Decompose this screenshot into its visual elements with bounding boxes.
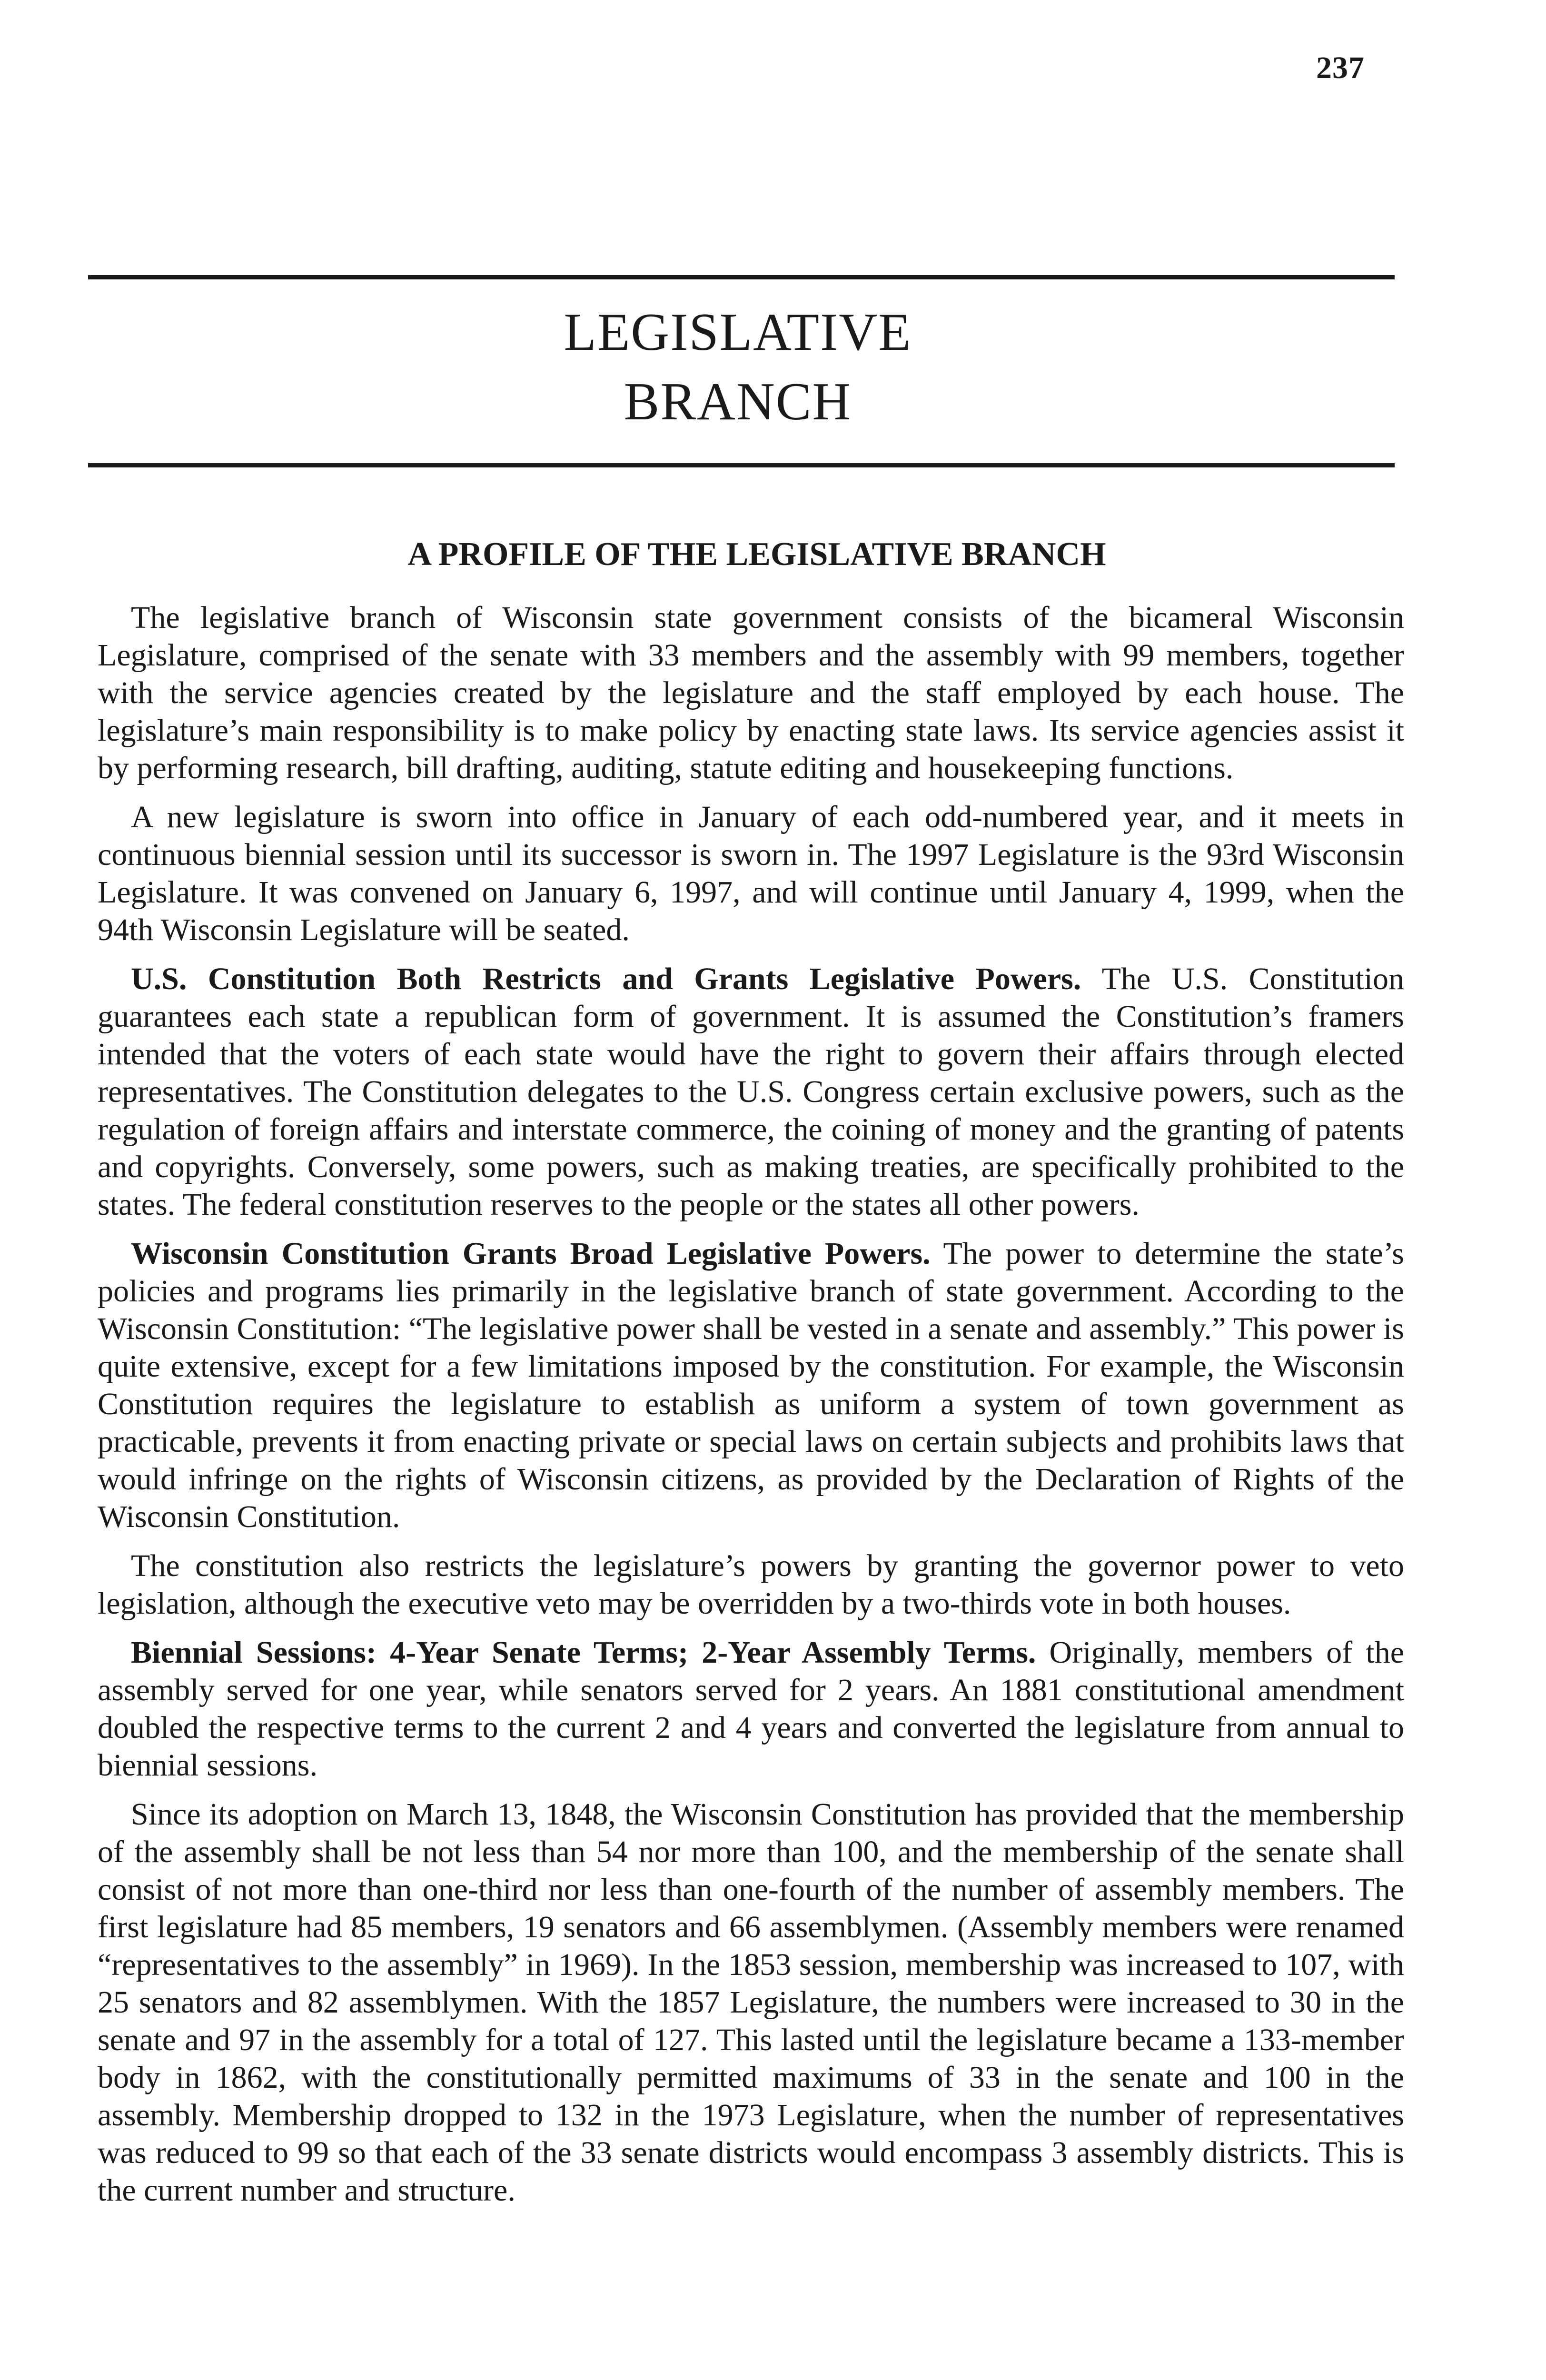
paragraph	[98, 1235, 1404, 1536]
paragraph-text: The constitution also restricts the legislature’s powers by granting the governor power to veto legislation, although the executive veto may be overridden by a two-thirds vote in both houses.	[98, 1548, 1404, 1621]
paragraph-run-in-heading: Biennial Sessions: 4-Year Senate Terms; 2-Year Assembly Terms.	[131, 1635, 1036, 1670]
paragraph-text: The U.S. Constitution guarantees each state a republican form of government. It is assumed the Constitution’s framers intended that the voters of each state would have the right to govern their affairs through elected representatives. The Constitution delegates to the U.S. Congress certain exclusive powers, such as the regulation of foreign affairs and interstate commerce, the coining of money and the granting of patents and copyrights. Conversely, some powers, such as making treaties, are specifically prohibited to the states. The federal constitution reserves to the people or the states all other powers.	[98, 962, 1404, 1222]
body-text	[98, 599, 1404, 2221]
paragraph-text: A new legislature is sworn into office in January of each odd-numbered year, and it meets in continuous biennial session until its successor is sworn in. The 1997 Legislature is the 93rd Wisconsin Legislature. It was convened on January 6, 1997, and will continue until January 4, 1999, when the 94th Wisconsin Legislature will be seated.	[98, 800, 1404, 947]
paragraph-run-in-heading: U.S. Constitution Both Restricts and Grants Legislative Powers.	[131, 962, 1081, 996]
paragraph	[98, 1547, 1404, 1622]
title-top-rule	[88, 275, 1395, 279]
paragraph-text: The power to determine the state’s policies and programs lies primarily in the legislative branch of state government. According to the Wisconsin Constitution: “The legislative power shall be vested in a senate and assembly.” This power is quite extensive, except for a few limitations imposed by the constitution. For example, the Wisconsin Constitution requires the legislature to establish as uniform a system of town government as practicable, prevents it from enacting private or special laws on certain subjects and prohibits laws that would infringe on the rights of Wisconsin citizens, as provided by the Declaration of Rights of the Wisconsin Constitution.	[98, 1236, 1404, 1534]
paragraph	[98, 1795, 1404, 2209]
paragraph-run-in-heading: Wisconsin Constitution Grants Broad Legislative Powers.	[131, 1236, 931, 1271]
chapter-title	[0, 298, 1476, 436]
page-number: 237	[1316, 50, 1365, 85]
paragraph	[98, 599, 1404, 787]
paragraph	[98, 1634, 1404, 1784]
title-bottom-rule	[88, 463, 1395, 467]
chapter-title-line-1: LEGISLATIVE	[564, 303, 912, 362]
paragraph-text: Since its adoption on March 13, 1848, the Wisconsin Constitution has provided that the membership of the assembly shall be not less than 54 nor more than 100, and the membership of the senate shall consist of not more than one-third nor less than one-fourth of the number of assembly members. The first legislature had 85 members, 19 senators and 66 assemblymen. (Assembly members were renamed “representatives to the assembly” in 1969). In the 1853 session, membership was increased to 107, with 25 senators and 82 assemblymen. With the 1857 Legislature, the numbers were increased to 30 in the senate and 97 in the assembly for a total of 127. This lasted until the legislature became a 133-member body in 1862, with the constitutionally permitted maximums of 33 in the senate and 100 in the assembly. Membership dropped to 132 in the 1973 Legislature, when the number of representatives was reduced to 99 so that each of the 33 senate districts would encompass 3 assembly districts. This is the current number and structure.	[98, 1797, 1404, 2208]
paragraph-text: Originally, members of the assembly served for one year, while senators served for 2 years. An 1881 constitutional amendment doubled the respective terms to the current 2 and 4 years and converted the legislature from annual to biennial sessions.	[98, 1635, 1404, 1783]
paragraph	[98, 960, 1404, 1223]
chapter-title-line-2: BRANCH	[624, 372, 852, 431]
paragraph-text: The legislative branch of Wisconsin state government consists of the bicameral Wisconsin Legislature, comprised of the senate with 33 members and the assembly with 99 members, together with the service agencies created by the legislature and the staff employed by each house. The legislature’s main responsibility is to make policy by enacting state laws. Its service agencies assist it by performing research, bill drafting, auditing, statute editing and housekeeping functions.	[98, 600, 1404, 785]
section-heading: A PROFILE OF THE LEGISLATIVE BRANCH	[407, 536, 1106, 573]
paragraph	[98, 798, 1404, 949]
